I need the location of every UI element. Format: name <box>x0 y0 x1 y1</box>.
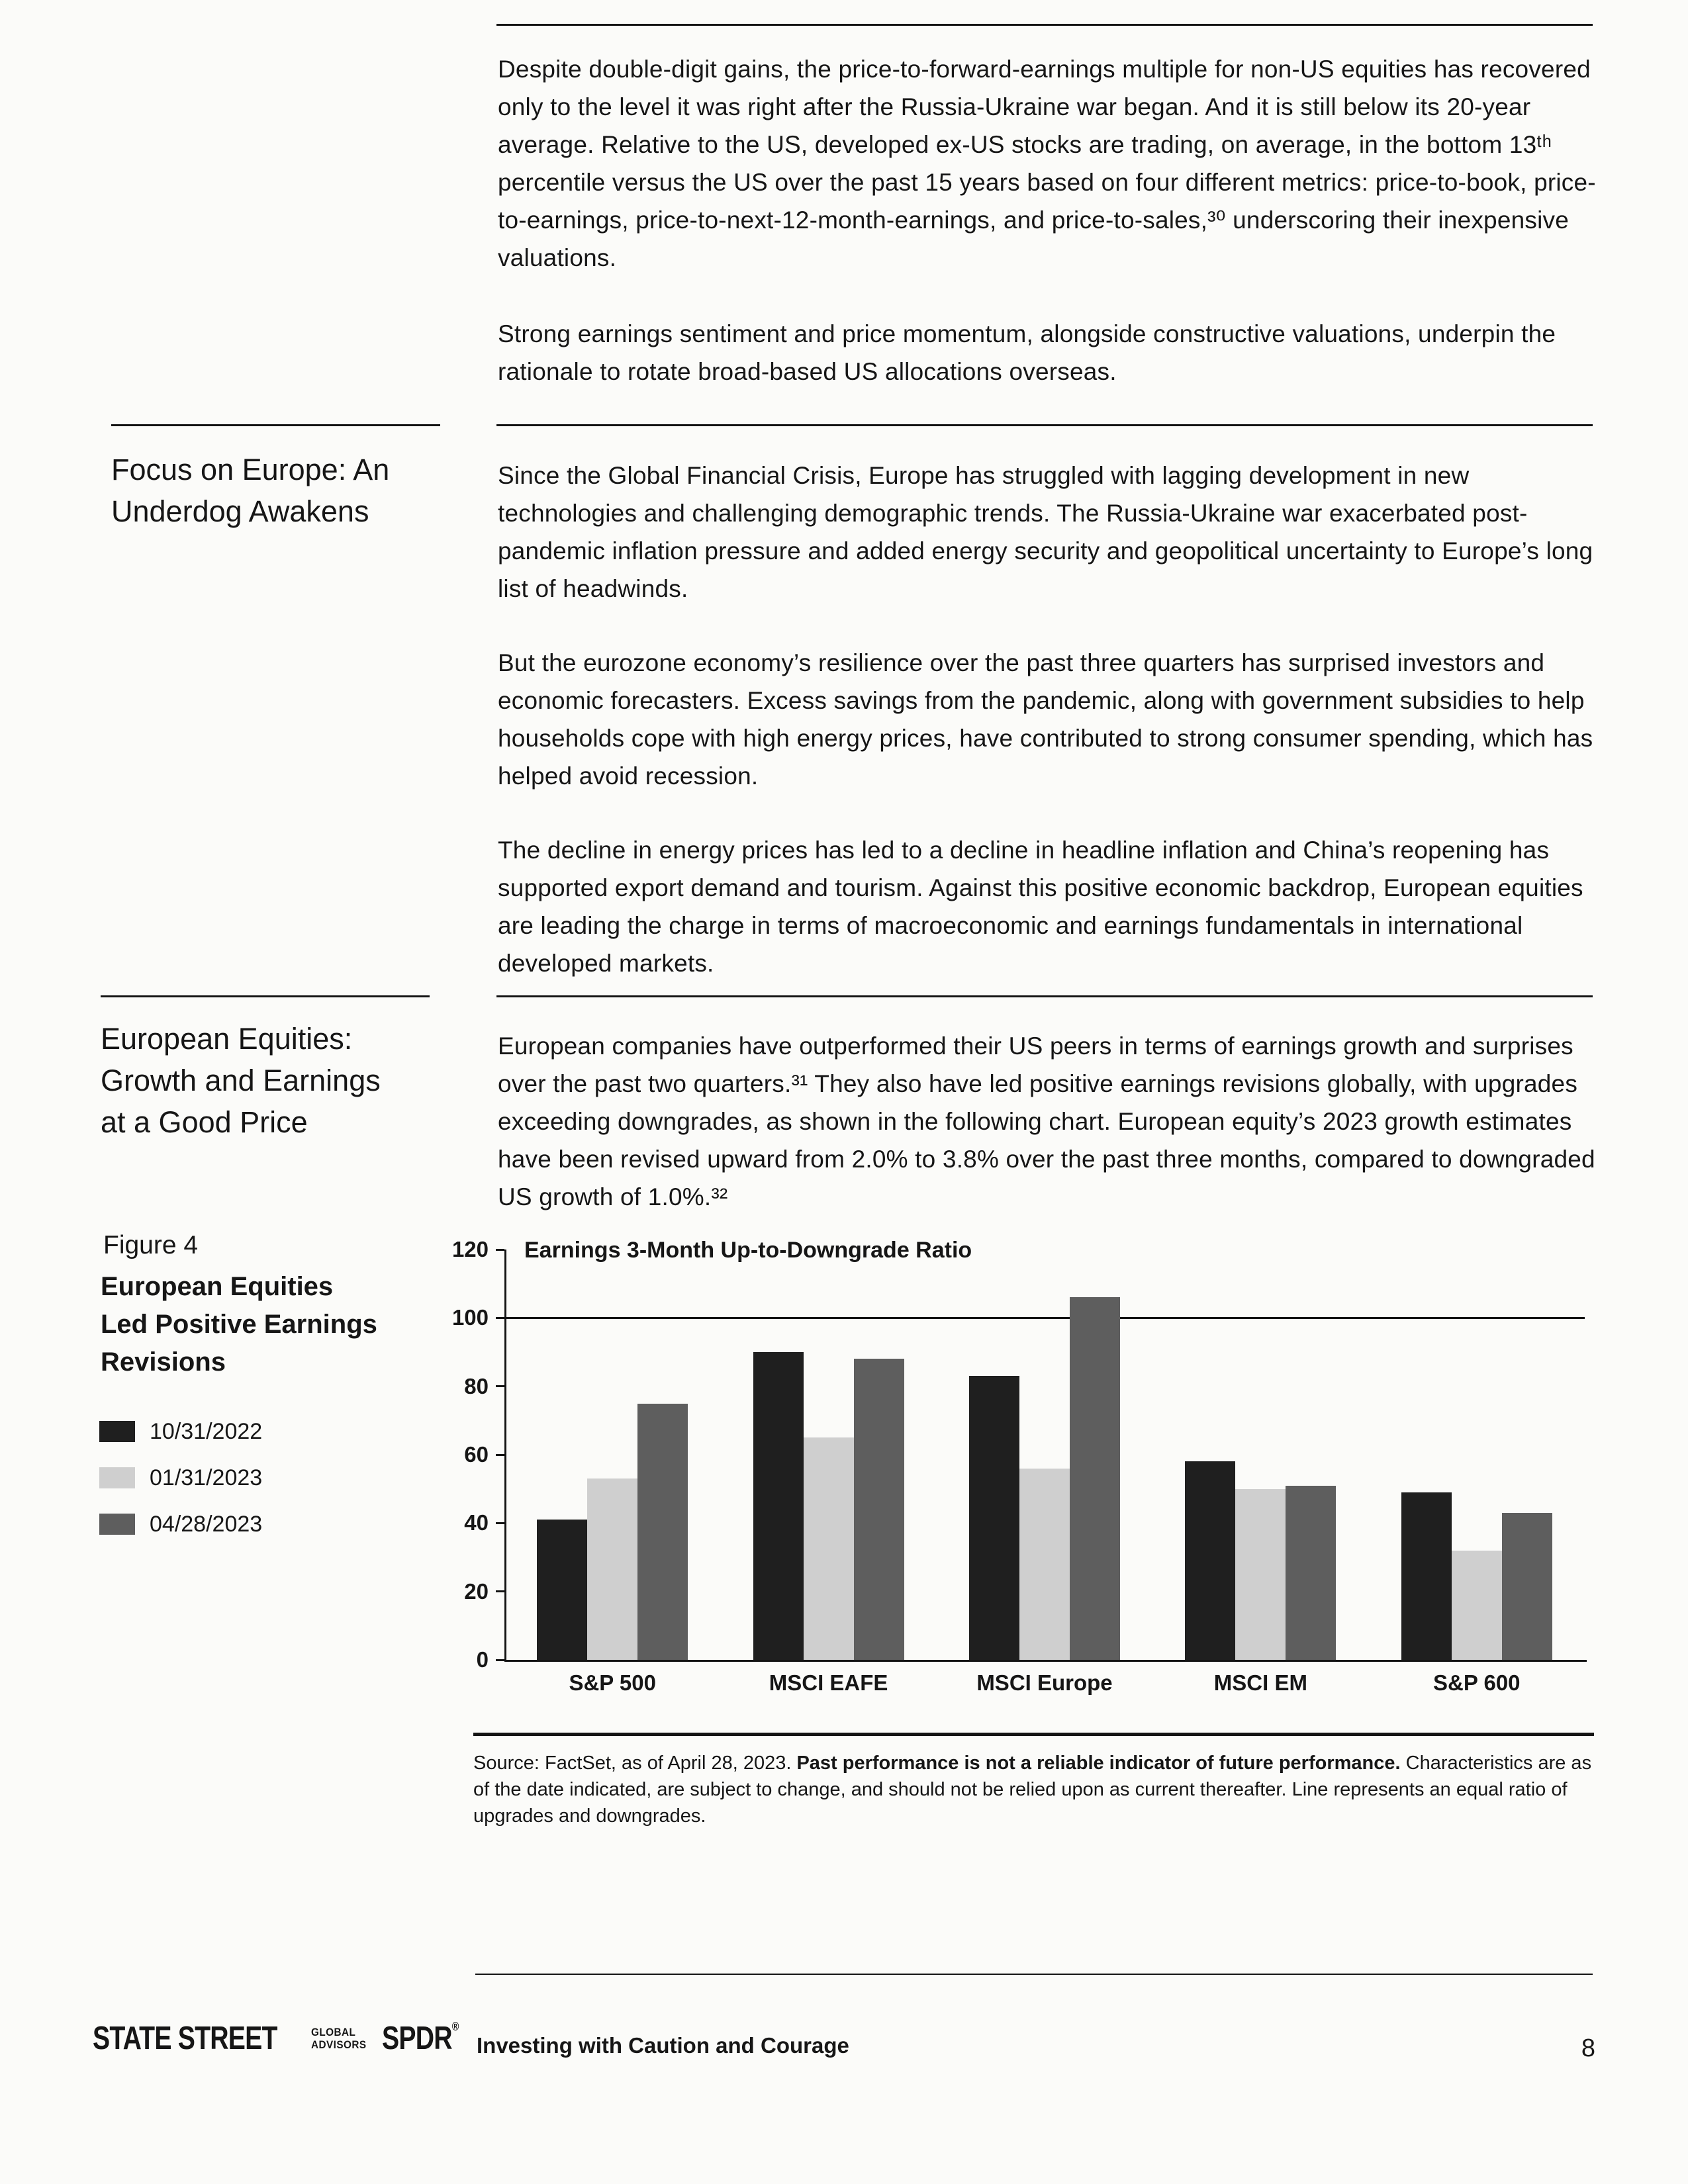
y-axis-tick-label: 20 <box>464 1578 489 1604</box>
y-axis-tick-label: 40 <box>464 1510 489 1535</box>
y-axis-tick-mark <box>496 1454 504 1456</box>
bar-msci-em <box>1185 1461 1235 1660</box>
legend-label: 10/31/2022 <box>150 1418 263 1444</box>
figure-label: Figure 4 <box>103 1231 199 1259</box>
logo-spdr-text: SPDR <box>382 2021 452 2056</box>
bar-msci-europe <box>1070 1297 1120 1660</box>
section-2-paragraph-1: European companies have outperformed their US peers in terms of earnings growth and surprises over the past two quarters.³¹ They also have led positive earnings revisions globally, with upgrades exceeding downgrades, as shown in the following chart. European equity’s 2023 growth estimates have been revised upward from 2.0% to 3.8% over the past three months, compared to downgraded US growth of 1.0%.³² <box>498 1032 1595 1210</box>
section-divider-right <box>496 424 1593 426</box>
legend-swatch <box>99 1421 135 1442</box>
y-axis-tick-mark <box>496 1590 504 1592</box>
legend-item <box>99 1420 262 1443</box>
section-divider-left <box>101 995 430 997</box>
legend-item <box>99 1513 262 1535</box>
bar-s-p-600 <box>1401 1492 1452 1660</box>
section-divider-right <box>496 995 1593 997</box>
equal-ratio-reference-line <box>504 1317 1585 1319</box>
top-rule <box>496 24 1593 26</box>
legend-swatch <box>99 1467 135 1488</box>
intro-paragraph-2: Strong earnings sentiment and price momentum, alongside constructive valuations, underpin the rationale to rotate broad-based US allocations overseas. <box>498 320 1556 385</box>
logo-global: GLOBAL <box>311 2026 356 2038</box>
y-axis-tick-mark <box>496 1317 504 1319</box>
logo-spdr <box>382 2020 459 2057</box>
y-axis-tick-label: 80 <box>464 1373 489 1398</box>
bar-s-p-500 <box>537 1520 587 1660</box>
bar-s-p-600 <box>1502 1513 1552 1660</box>
logo-state-street: STATE STREET <box>93 2021 277 2056</box>
figure-caption-line: European Equities <box>101 1272 334 1301</box>
chart-legend <box>99 1420 262 1559</box>
figure-caption <box>101 1268 377 1381</box>
footer-rule <box>475 1974 1593 1975</box>
bar-msci-eafe <box>854 1359 904 1660</box>
bar-msci-eafe <box>753 1352 804 1660</box>
logo-global-advisors <box>311 2026 367 2051</box>
figure-source-rule <box>473 1733 1594 1736</box>
bar-msci-europe <box>969 1376 1019 1660</box>
registered-trademark-icon: ® <box>451 2020 459 2033</box>
chart-title: Earnings 3-Month Up-to-Downgrade Ratio <box>524 1238 972 1263</box>
page-number: 8 <box>1581 2034 1595 2062</box>
footer-doc-title: Investing with Caution and Courage <box>477 2033 849 2058</box>
state-street-spdr-logo <box>93 2020 478 2057</box>
section-divider-left <box>111 424 440 426</box>
figure-caption-line: Revisions <box>101 1347 226 1377</box>
bar-chart <box>397 1230 1595 1713</box>
y-axis-tick-mark <box>496 1659 504 1661</box>
legend-item <box>99 1467 262 1489</box>
section-1-paragraph-3: The decline in energy prices has led to a decline in headline inflation and China’s reopening has supported export demand and tourism. Against this positive economic backdrop, European equities are leading the charge in terms of macroeconomic and earnings fundamentals in international developed markets. <box>498 837 1583 977</box>
y-axis-tick-label: 100 <box>451 1305 489 1330</box>
section-heading-focus-on-europe: Focus on Europe: An Underdog Awakens <box>111 453 390 528</box>
y-axis-tick-label: 60 <box>464 1442 489 1467</box>
y-axis-tick-label: 0 <box>476 1647 489 1672</box>
x-axis-label: MSCI EAFE <box>769 1670 888 1695</box>
y-axis-tick-label: 120 <box>451 1237 489 1261</box>
source-note-rest: Characteristics are as of the date indicated, are subject to change, and should not be relied upon as current thereafter. Line represents an equal ratio of upgrades and downgrades. <box>473 1752 1592 1827</box>
x-axis-label: MSCI Europe <box>976 1670 1113 1695</box>
legend-label: 04/28/2023 <box>150 1511 263 1537</box>
x-axis-label: S&P 600 <box>1433 1670 1521 1695</box>
y-axis-tick-mark <box>496 1249 504 1251</box>
x-axis-label: MSCI EM <box>1213 1670 1307 1695</box>
bar-s-p-600 <box>1452 1551 1502 1660</box>
bar-msci-europe <box>1019 1469 1070 1660</box>
section-1-paragraph-2: But the eurozone economy’s resilience over the past three quarters has surprised investors and economic forecasters. Excess savings from the pandemic, along with government subsidies to help households cope with high energy prices, have contributed to strong consumer spending, which has helped avoid recession. <box>498 649 1593 790</box>
section-1-paragraph-1: Since the Global Financial Crisis, Europe has struggled with lagging development in new technologies and challenging demographic trends. The Russia-Ukraine war exacerbated post-pandemic inflation pressure and added energy security and geopolitical uncertainty to Europe’s long list of headwinds. <box>498 462 1593 602</box>
figure-caption-line: Led Positive Earnings <box>101 1310 377 1339</box>
source-note-disclaimer: Past performance is not a reliable indicator of future performance. <box>796 1752 1401 1774</box>
section-heading-european-equities: European Equities: Growth and Earnings at a Good Price <box>101 1022 381 1139</box>
legend-label: 01/31/2023 <box>150 1465 263 1490</box>
bar-msci-em <box>1286 1486 1336 1661</box>
bar-s-p-500 <box>637 1404 688 1661</box>
source-note-prefix: Source: FactSet, as of April 28, 2023. <box>473 1752 797 1774</box>
bar-msci-em <box>1235 1489 1286 1660</box>
logo-advisors: ADVISORS <box>311 2038 367 2051</box>
y-axis-tick-mark <box>496 1522 504 1524</box>
legend-swatch <box>99 1514 135 1535</box>
y-axis-tick-mark <box>496 1385 504 1387</box>
intro-paragraph-1: Despite double-digit gains, the price-to-forward-earnings multiple for non-US equities has recovered only to the level it was right after the Russia-Ukraine war began. And it is still below its 20-year average. Relative to the US, developed ex-US stocks are trading, on average, in the bottom 13ᵗʰ percentile versus the US over the past 15 years based on four different metrics: price-to-book, price-to-earnings, price-to-next-12-month-earnings, and price-to-sales,³⁰ underscoring their inexpensive valuations. <box>498 56 1596 271</box>
bar-s-p-500 <box>587 1479 637 1660</box>
source-note <box>473 1750 1607 1829</box>
x-axis-label: S&P 500 <box>569 1670 656 1695</box>
bar-msci-eafe <box>804 1437 854 1660</box>
